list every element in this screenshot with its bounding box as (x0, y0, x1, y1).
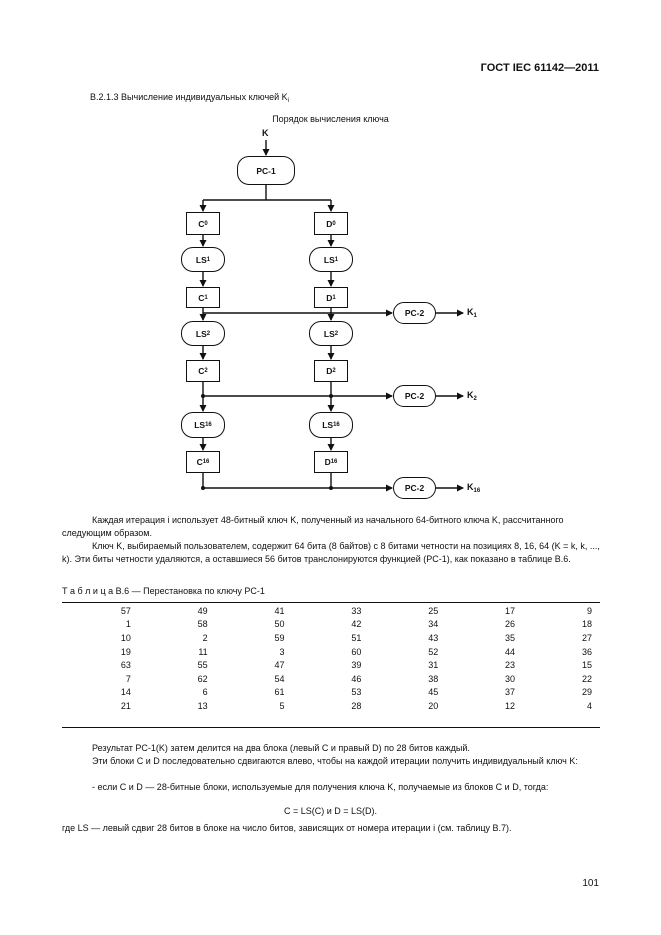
table-cell: 34 (428, 619, 439, 630)
table-cell: 6 (202, 687, 208, 698)
table-cell: 47 (274, 660, 285, 671)
pc1-permutation-table (62, 604, 600, 713)
table-cell: 14 (120, 687, 131, 698)
table-caption: Т а б л и ц а В.6 — Перестановка по ключу PC-1 (62, 586, 265, 596)
c16-box: C 16 (186, 451, 220, 473)
table-cell: 38 (428, 673, 439, 684)
table-cell: 60 (351, 646, 362, 657)
page-number: 101 (582, 878, 599, 889)
d2-box: D 2 (314, 360, 348, 382)
d1-box: D 1 (314, 287, 348, 308)
table-cell: 55 (197, 660, 208, 671)
section-heading: В.2.1.3 Вычисление индивидуальных ключей $K_i$ (90, 92, 290, 104)
pc2-node-1: PC-2 (393, 302, 436, 324)
table-row (62, 658, 600, 672)
table-cell: 59 (274, 632, 285, 643)
table-row (62, 645, 600, 659)
k2-output-label: $K_2$ (467, 390, 477, 402)
table-cell: 26 (505, 619, 516, 630)
c2-box: C 2 (186, 360, 220, 382)
c0-box: C 0 (186, 212, 220, 235)
ls1-right-node: LS 1 (309, 247, 353, 272)
table-cell: 39 (351, 660, 362, 671)
table-cell: 27 (581, 632, 592, 643)
d0-box: D 0 (314, 212, 348, 235)
table-cell: 1 (125, 619, 131, 630)
paragraph-shift: Эти блоки C и D последовательно сдвигаются влево, чтобы на каждой итерации получить индивидуальный ключ K: (92, 756, 578, 766)
table-cell: 37 (505, 687, 516, 698)
table-cell: 3 (279, 646, 285, 657)
table-cell: 7 (125, 673, 131, 684)
table-cell: 20 (428, 700, 439, 711)
table-cell: 41 (274, 605, 285, 616)
k1-output-label: $K_1$ (467, 307, 477, 319)
table-cell: 35 (505, 632, 516, 643)
junction-dot (329, 486, 333, 490)
document-header: ГОСТ IEC 61142—2011 (480, 62, 599, 74)
d16-box: D 16 (314, 451, 348, 473)
table-cell: 63 (120, 660, 131, 671)
table-row (62, 631, 600, 645)
paragraph-ls-definition: где LS — левый сдвиг 28 битов в блоке на число битов, зависящих от номера итерации i (см. таблицу В.7). (62, 823, 512, 833)
table-cell: 4 (586, 700, 592, 711)
table-cell: 50 (274, 619, 285, 630)
table-cell: 46 (351, 673, 362, 684)
ls16-left-node: LS 16 (181, 412, 225, 438)
table-cell: 52 (428, 646, 439, 657)
table-cell: 13 (197, 700, 208, 711)
table-cell: 23 (505, 660, 516, 671)
table-cell: 57 (120, 605, 131, 616)
c1-box: C 1 (186, 287, 220, 308)
table-cell: 45 (428, 687, 439, 698)
junction-dot (201, 394, 205, 398)
table-cell: 58 (197, 619, 208, 630)
table-row (62, 699, 600, 713)
table-row (62, 686, 600, 700)
table-cell: 12 (505, 700, 516, 711)
ls16-right-node: LS 16 (309, 412, 353, 438)
table-cell: 51 (351, 632, 362, 643)
table-row (62, 672, 600, 686)
pc2-node-2: PC-2 (393, 385, 436, 407)
paragraph-user-key: Ключ K, выбираемый пользователем, содержит 64 бита (8 байтов) с 8 битами четности на позициях 8, 16, 64 (K = k, k, ..., k). Эти биты четности удаляются, а оставшиеся 56 битов транслонируются функцией (PC-1), как показано в таблице В.6. (62, 541, 600, 564)
table-cell: 49 (197, 605, 208, 616)
k16-output-label: $K_{16}$ (467, 482, 481, 494)
table-cell: 61 (274, 687, 285, 698)
table-cell: 53 (351, 687, 362, 698)
ls2-left-node: LS 2 (181, 321, 225, 346)
table-row (62, 618, 600, 632)
diagram-title: Порядок вычисления ключа (272, 114, 389, 124)
table-cell: 15 (581, 660, 592, 671)
input-k-label: K (262, 128, 269, 138)
paragraph-blocks: - если C и D — 28-битные блоки, используемые для получения ключа K, получаемые из блоков C и D, тогда: (92, 782, 549, 792)
table-cell: 54 (274, 673, 285, 684)
table-cell: 11 (198, 646, 208, 657)
junction-dot (329, 394, 333, 398)
table-cell: 25 (428, 605, 439, 616)
table-cell: 62 (197, 673, 208, 684)
table-cell: 2 (202, 632, 208, 643)
table-cell: 17 (505, 605, 516, 616)
table-cell: 44 (505, 646, 516, 657)
table-row (62, 604, 600, 618)
paragraph-iteration: Каждая итерация i использует 48-битный ключ K, полученный из начального 64-битного ключа K, рассчитанного следующим образом. (62, 515, 564, 538)
shift-formula: C = LS(C) и D = LS(D). (283, 806, 378, 816)
table-cell: 30 (505, 673, 516, 684)
pc2-node-16: PC-2 (393, 477, 436, 499)
table-cell: 42 (351, 619, 362, 630)
table-cell: 18 (581, 619, 592, 630)
paragraph-split: Результат PC-1(K) затем делится на два блока (левый C и правый D) по 28 битов каждый. (92, 743, 470, 753)
table-cell: 31 (428, 660, 439, 671)
pc1-node: PC-1 (237, 156, 295, 185)
table-cell: 43 (428, 632, 439, 643)
ls2-right-node: LS 2 (309, 321, 353, 346)
table-cell: 29 (581, 687, 592, 698)
table-cell: 36 (581, 646, 592, 657)
ls1-left-node: LS 1 (181, 247, 225, 272)
table-cell: 10 (120, 632, 131, 643)
table-cell: 5 (279, 700, 285, 711)
junction-dot (201, 486, 205, 490)
table-cell: 19 (120, 646, 131, 657)
table-cell: 28 (351, 700, 362, 711)
table-cell: 21 (120, 700, 131, 711)
table-cell: 9 (586, 605, 592, 616)
table-cell: 22 (581, 673, 592, 684)
table-cell: 33 (351, 605, 362, 616)
